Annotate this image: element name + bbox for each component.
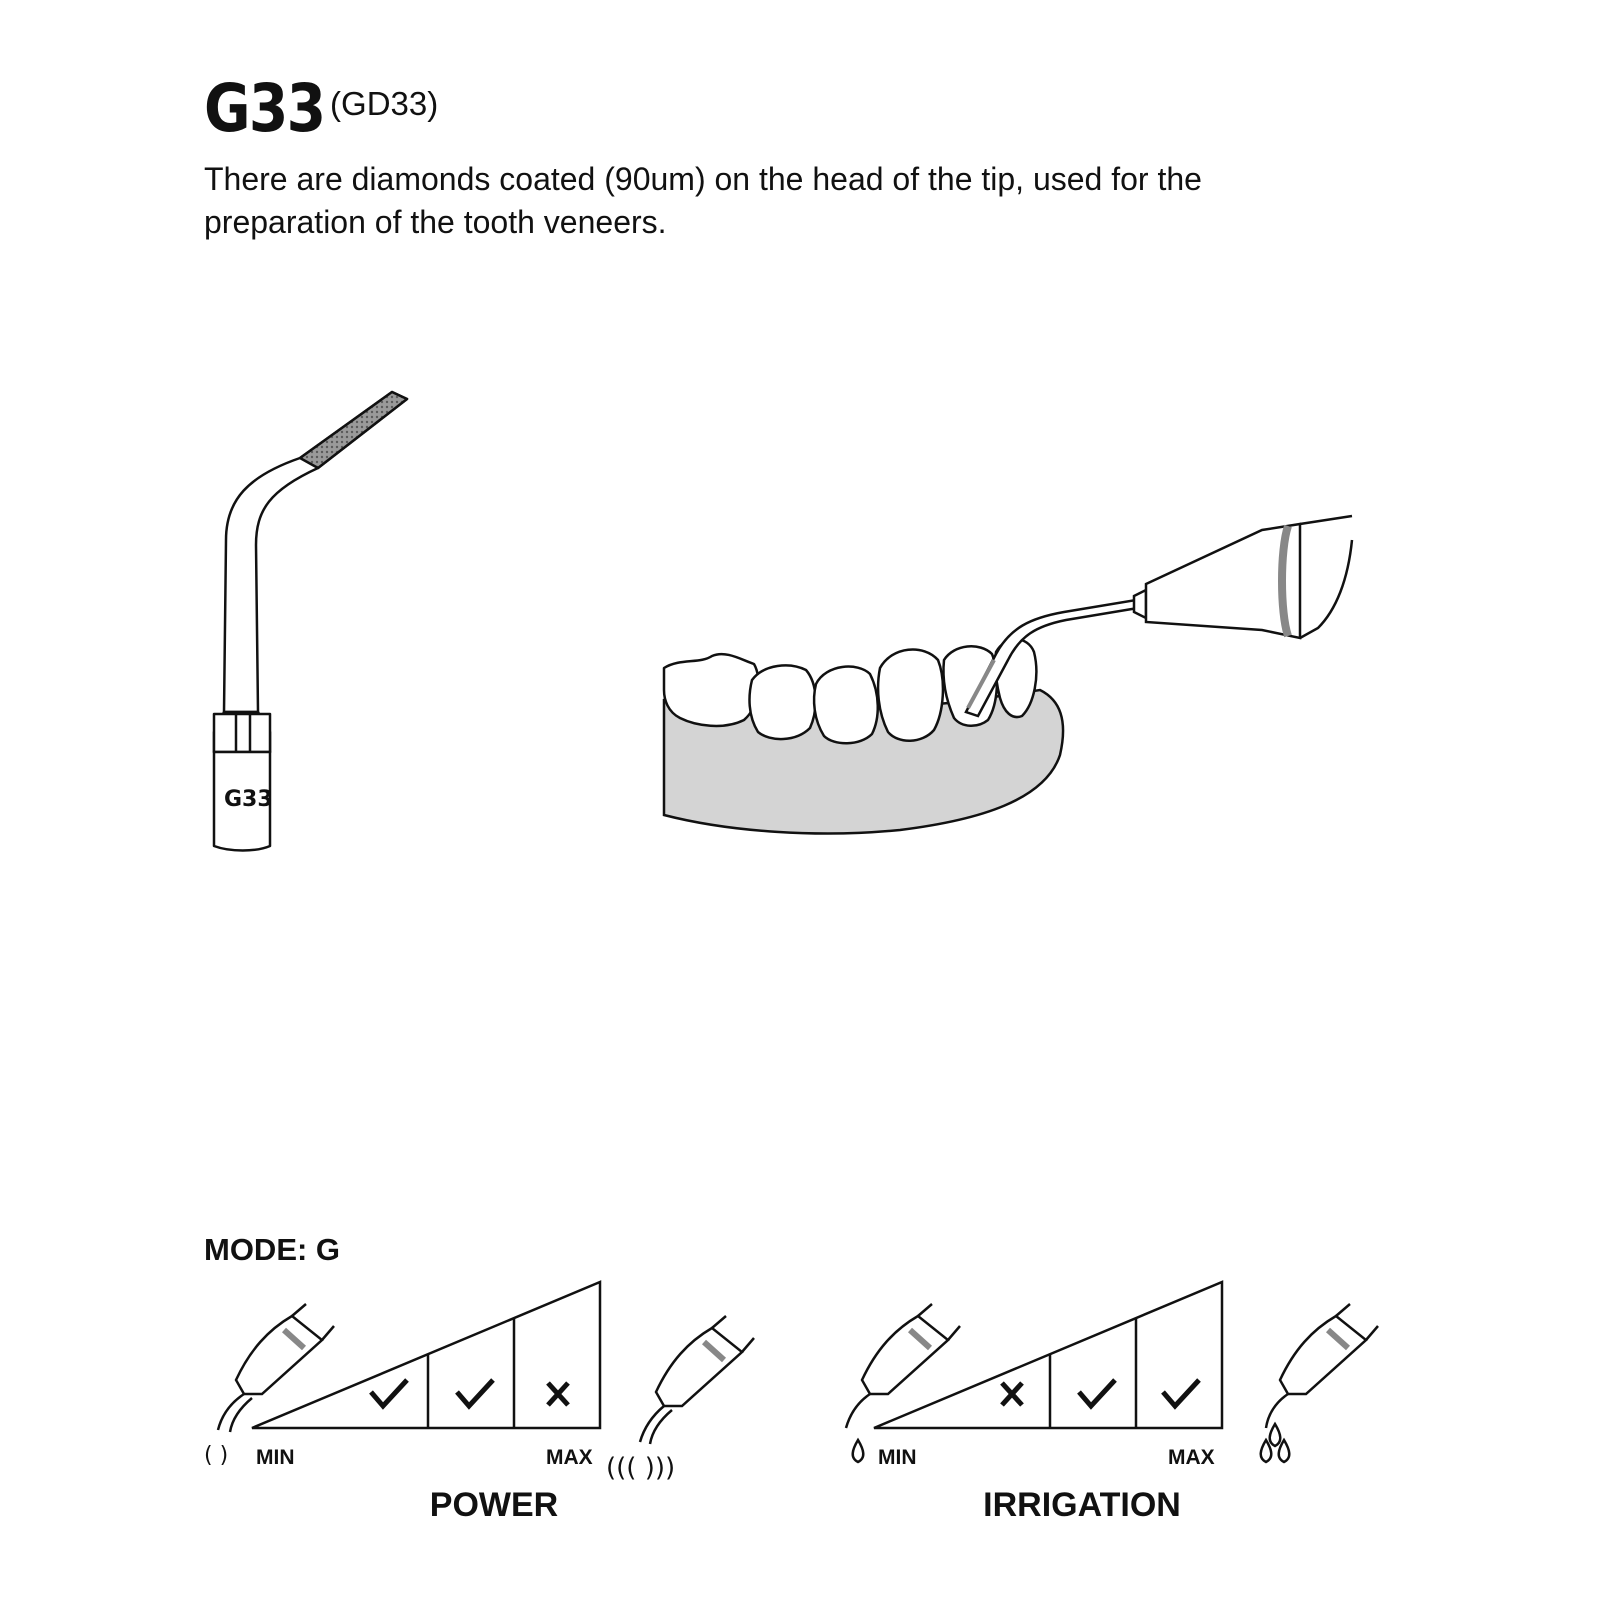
irrigation-scale [846, 1282, 1378, 1524]
handpiece-drip-max-icon [1261, 1304, 1378, 1462]
power-title: POWER [429, 1486, 559, 1524]
power-max-label: MAX [546, 1446, 593, 1469]
vibration-min-icon: ( ) [204, 1443, 229, 1468]
model-alt-code: (GD33) [330, 85, 439, 122]
irrigation-title: IRRIGATION [983, 1486, 1181, 1524]
irrigation-min-label: MIN [878, 1446, 917, 1469]
power-scale [204, 1282, 754, 1524]
vibration-max-icon: ((( ))) [606, 1453, 676, 1483]
handpiece-drip-min-icon [846, 1304, 960, 1462]
irrigation-max-label: MAX [1168, 1446, 1215, 1469]
tip-engraving: G33 [224, 787, 273, 812]
dental-arch-icon [664, 516, 1352, 834]
scaler-tip-icon [214, 392, 407, 851]
product-description: There are diamonds coated (90um) on the head of the tip, used for the preparation of the tooth veneers. [204, 161, 1202, 240]
power-min-label: MIN [256, 1446, 295, 1469]
mode-label: MODE: G [204, 1232, 341, 1267]
handpiece-max-icon [640, 1316, 754, 1444]
water-drop-icon [853, 1440, 864, 1462]
model-code: G33 [204, 70, 325, 147]
